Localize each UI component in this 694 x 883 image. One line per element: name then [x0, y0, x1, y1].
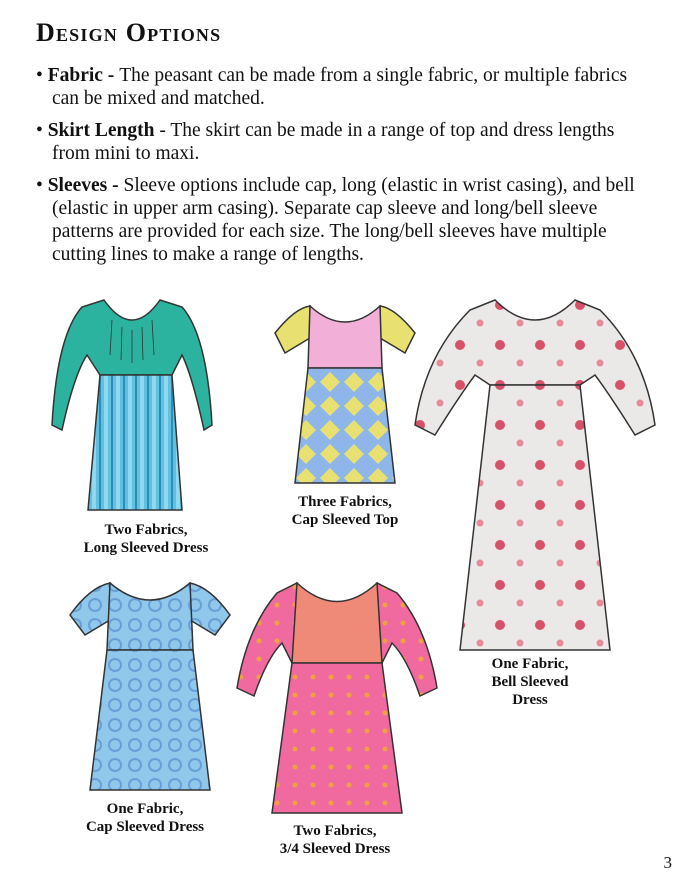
bullet-text: The peasant can be made from a single fabric, or multiple fabrics can be mixed and matched. — [52, 65, 628, 109]
caption-two-fabrics-long-sleeved — [56, 521, 236, 557]
fill-accent — [275, 306, 310, 353]
caption-one-fabric-bell-sleeved — [450, 655, 610, 709]
caption-line: One Fabric, — [491, 656, 569, 672]
dress-illustration-long-sleeved — [32, 295, 232, 515]
dress-illustration-bell-sleeved — [410, 295, 660, 655]
dress-illustration-cap-sleeved — [65, 575, 235, 795]
caption-line: Cap Sleeved Dress — [85, 819, 205, 835]
caption-line: Two Fabrics, — [293, 823, 377, 839]
caption-line: Dress — [512, 692, 548, 708]
bullet-term: Sleeves - — [47, 175, 124, 196]
bullet-term: Skirt Length — [47, 120, 155, 141]
top-illustration-cap-sleeved — [270, 298, 420, 488]
bullet-text: - The skirt can be made in a range of top and dress lengths from mini to maxi. — [52, 120, 615, 164]
caption-one-fabric-cap-sleeved-dress — [60, 800, 230, 836]
page-title: Design Options — [36, 18, 222, 47]
caption-line: One Fabric, — [106, 801, 184, 817]
caption-line: Bell Sleeved — [491, 674, 569, 690]
dress-illustration-three-quarter-sleeved — [232, 578, 442, 818]
caption-line: 3/4 Sleeved Dress — [279, 841, 391, 857]
caption-line: Two Fabrics, — [104, 522, 188, 538]
caption-line: Long Sleeved Dress — [83, 540, 209, 556]
caption-line: Cap Sleeved Top — [291, 512, 399, 528]
bullet-sleeves: • Sleeves - Sleeve options include cap, long (elastic in wrist casing), and bell (elastic in upper arm casing). Separate cap sleeve and long/bell sleeve patterns are provided for each size. The long/bell sleeves have multiple cutting lines to make a range of lengths. — [36, 175, 635, 265]
page-number: 3 — [663, 853, 672, 872]
bullet-text: Sleeve options include cap, long (elastic in wrist casing), and bell (elastic in upper arm casing). Separate cap sleeve and long/bell sleeve patterns are provided for each size. The long/bell sleeves have multiple cutting lines to make a range of lengths. — [52, 175, 635, 265]
caption-two-fabrics-three-quarter-sleeved — [250, 822, 420, 858]
caption-line: Three Fabrics, — [298, 494, 392, 510]
caption-three-fabrics-cap-sleeved-top — [260, 493, 430, 529]
bullet-term: Fabric - — [47, 65, 120, 86]
bullet-fabric: • Fabric - The peasant can be made from a single fabric, or multiple fabrics can be mixed and matched. — [36, 65, 628, 109]
bullet-skirt-length: • Skirt Length - The skirt can be made in a range of top and dress lengths from mini to maxi. — [36, 120, 615, 164]
design-options-list — [36, 64, 656, 275]
